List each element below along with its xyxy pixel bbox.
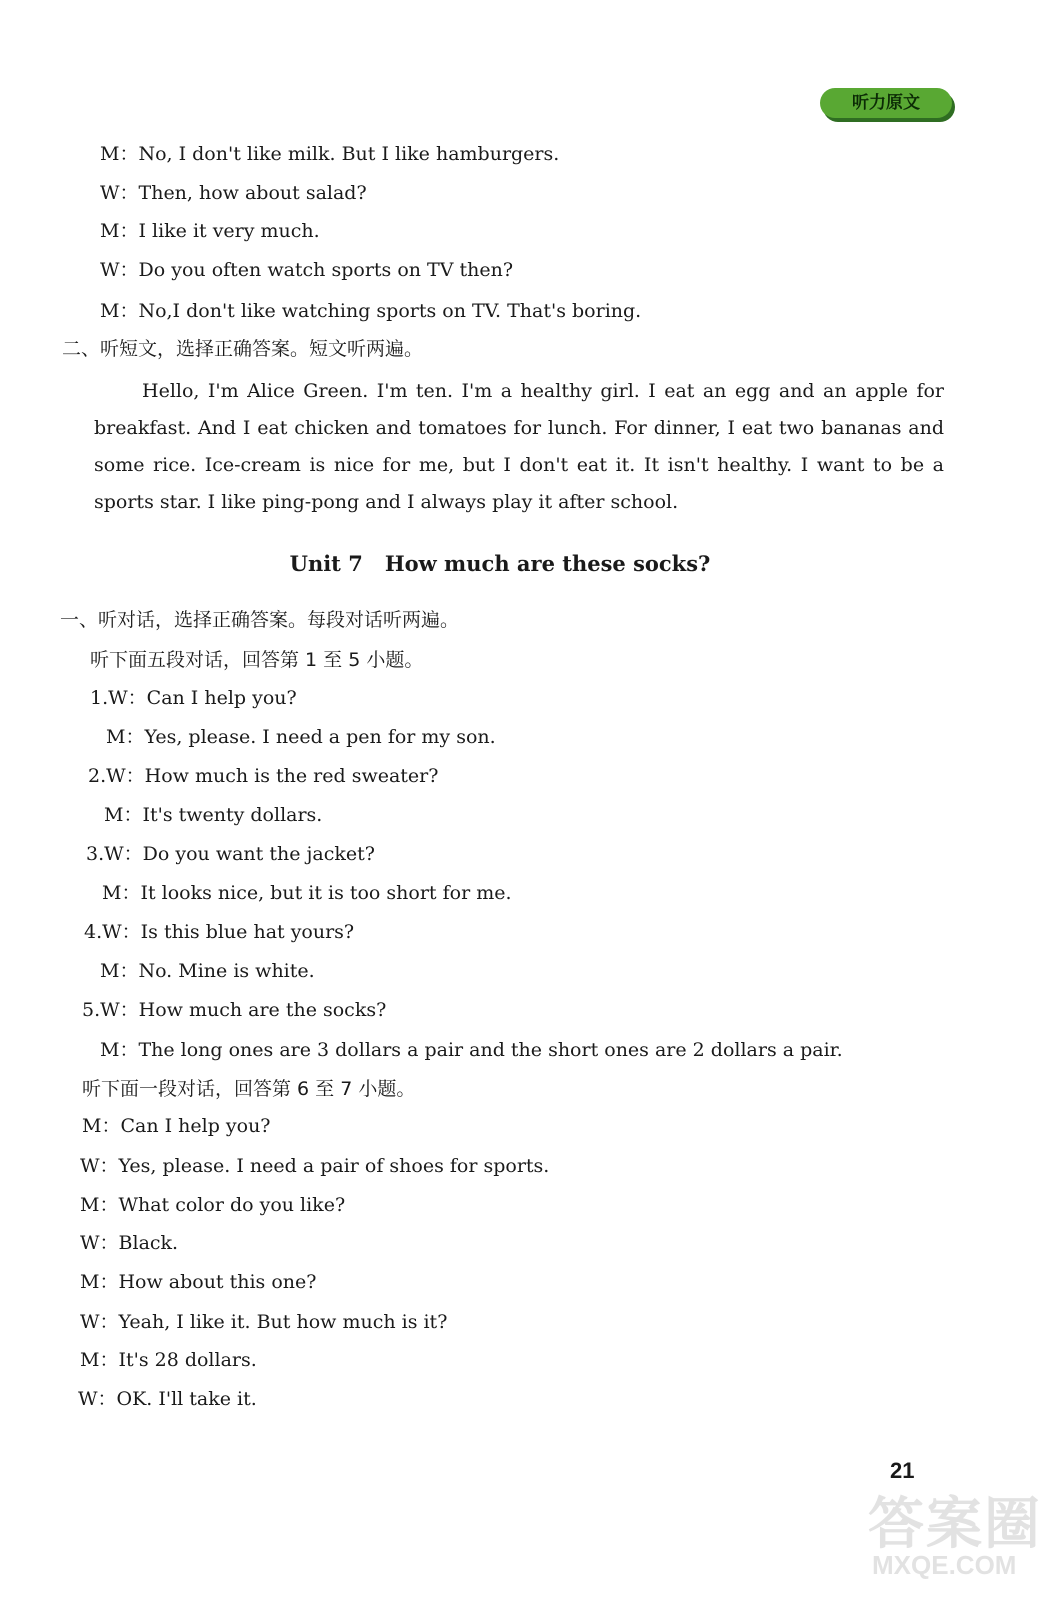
dialogue-line: W：Black. xyxy=(80,1232,179,1254)
unit-title xyxy=(0,551,1000,576)
dialogue-line: W：Do you often watch sports on TV then? xyxy=(100,259,514,281)
unit-title-text: How much are these socks? xyxy=(384,551,711,576)
dialogue-question-4: 4.W：Is this blue hat yours? xyxy=(84,921,355,943)
instruction-1-5: 听下面五段对话，回答第 1 至 5 小题。 xyxy=(90,649,424,671)
dialogue-line: W：OK. I'll take it. xyxy=(78,1388,257,1410)
dialogue-line: M：No,I don't like watching sports on TV. That's boring. xyxy=(100,300,642,322)
watermark-logo: 答案圈 xyxy=(868,1492,1042,1557)
watermark xyxy=(868,1480,1048,1590)
dialogue-line: M：No, I don't like milk. But I like hamburgers. xyxy=(100,143,560,165)
dialogue-line: M：It's 28 dollars. xyxy=(80,1349,257,1371)
dialogue-question-1: 1.W：Can I help you? xyxy=(90,687,297,709)
dialogue-answer-3: M：It looks nice, but it is too short for me. xyxy=(102,882,512,904)
passage xyxy=(94,373,944,521)
instruction-6-7: 听下面一段对话，回答第 6 至 7 小题。 xyxy=(82,1078,416,1100)
dialogue-line: W：Yeah, I like it. But how much is it? xyxy=(80,1311,448,1333)
page-number: 21 xyxy=(890,1458,915,1483)
unit-number: Unit 7 xyxy=(289,551,363,576)
passage-text: Hello, I'm Alice Green. I'm ten. I'm a healthy girl. I eat an egg and an apple for breakfast. And I eat chicken and tomatoes for lunch. For dinner, I eat two bananas and some rice. Ice-cream is nice for me, but I don't eat it. It isn't healthy. I want to be a sports star. I like ping-pong and I always play it after school. xyxy=(94,380,944,513)
dialogue-line: M：I like it very much. xyxy=(100,220,320,242)
dialogue-question-5: 5.W：How much are the socks? xyxy=(82,999,387,1021)
dialogue-line: M：How about this one? xyxy=(80,1271,317,1293)
dialogue-answer-5: M：The long ones are 3 dollars a pair and the short ones are 2 dollars a pair. xyxy=(100,1039,843,1061)
section2-heading: 二、听短文，选择正确答案。短文听两遍。 xyxy=(62,338,424,360)
dialogue-question-2: 2.W：How much is the red sweater? xyxy=(88,765,439,787)
section1-heading: 一、听对话，选择正确答案。每段对话听两遍。 xyxy=(60,609,460,631)
watermark-url: MXQE.COM xyxy=(872,1550,1017,1580)
dialogue-answer-4: M：No. Mine is white. xyxy=(100,960,315,982)
dialogue-answer-2: M：It's twenty dollars. xyxy=(104,804,323,826)
dialogue-answer-1: M：Yes, please. I need a pen for my son. xyxy=(106,726,496,748)
dialogue-line: W：Then, how about salad? xyxy=(100,182,367,204)
dialogue-line: W：Yes, please. I need a pair of shoes for sports. xyxy=(80,1155,550,1177)
listening-transcript-tag: 听力原文 xyxy=(820,88,952,118)
dialogue-line: M：Can I help you? xyxy=(82,1115,271,1137)
dialogue-line: M：What color do you like? xyxy=(80,1194,346,1216)
dialogue-question-3: 3.W：Do you want the jacket? xyxy=(86,843,375,865)
